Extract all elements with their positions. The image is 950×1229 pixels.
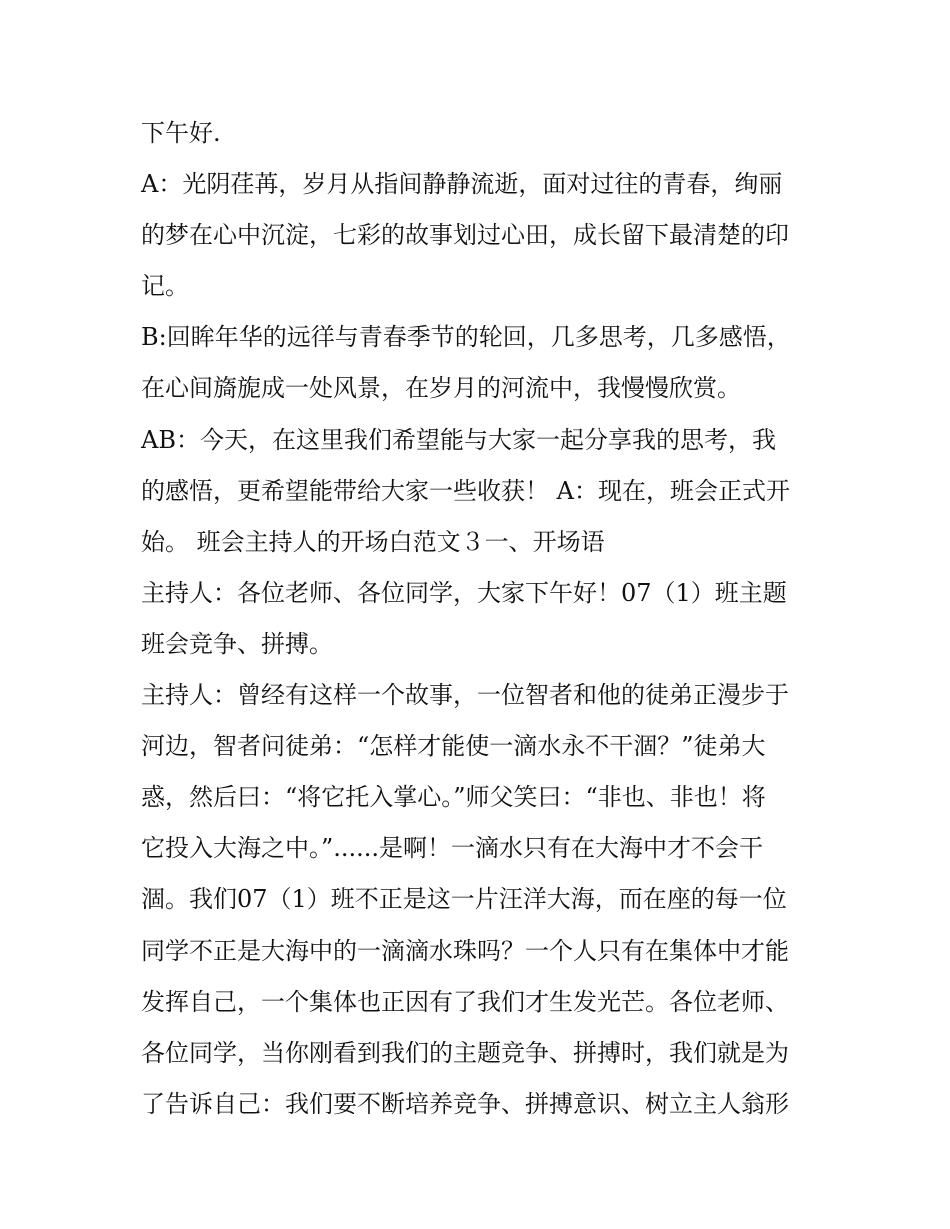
paragraph-host-story: 主持人：曾经有这样一个故事，一位智者和他的徒弟正漫步于 河边，智者问徒弟：“怎样才能使一滴水永不干涸？”徒弟大 惑，然后曰：“将它托入掌心。”师父笑曰：“非也、非也！将 它投入大海之中。”......是啊！一滴水只有在大海中才不会干 涸。我们07（1）班不正是这一片汪洋大海，而在座的每一位 同学不正是大海中的一滴滴水珠吗？一个人只有在集体中才能 发挥自己，一个集体也正因有了我们才生发光芒。各位老师、 各位同学，当你刚看到我们的主题竞争、拼搏时，我们就是为 了告诉自己：我们要不断培养竞争、拼搏意识、树立主人翁形 [141, 681, 789, 1118]
paragraph-greeting: 下午好. [141, 119, 221, 147]
paragraph-host-opening: 主持人：各位老师、各位同学，大家下午好！07（1）班主题 班会竞争、拼搏。 [141, 578, 787, 658]
document-body [141, 108, 813, 1130]
paragraph-speaker-b: B:回眸年华的远徉与青春季节的轮回，几多思考，几多感悟， 在心间旖旎成一处风景，在岁月的河流中，我慢慢欣赏。 [141, 323, 791, 403]
paragraph-speaker-a: A：光阴荏苒，岁月从指间静静流逝，面对过往的青春，绚丽 的梦在心中沉淀，七彩的故事划过心田，成长留下最清楚的印 记。 [141, 170, 789, 301]
paragraph-speaker-ab: AB：今天，在这里我们希望能与大家一起分享我的思考，我 的感悟，更希望能带给大家一些收获！ A：现在，班会正式开 始。 班会主持人的开场白范文３一、开场语 [141, 425, 790, 556]
